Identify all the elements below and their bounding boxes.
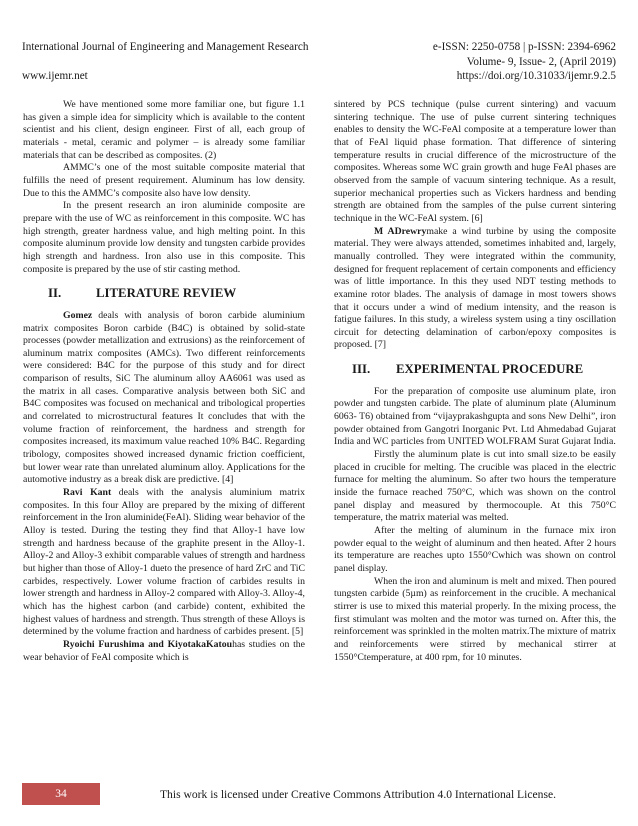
- section-title: LITERATURE REVIEW: [96, 286, 237, 301]
- author-name: M ADrewry: [374, 225, 427, 237]
- volume-issue: Volume- 9, Issue- 2, (April 2019): [466, 55, 616, 68]
- section-title: EXPERIMENTAL PROCEDURE: [396, 362, 584, 377]
- paragraph-text: has studies on the wear behavior of FeAl composite which is: [23, 638, 305, 663]
- paragraph: sintered by PCS technique (pulse current sintering) and vacuum sintering technique. The use of pulse current sintering techniques enables to density the WC-FeAl composite at a temperature lower than that of FeAl liquid phase formation. That difference of sintering temperature results in crucial difference of the microstructure of the composites. Whereas some WC grain growth and huge FeAl phases are observed from the sample of vacuum sintering technique. As a result, superior mechanical properties such as Vickers hardness and bending strength are obtained from the samples of the pulse current sintering technique in the WC-FeAl system. [6]: [334, 99, 616, 224]
- left-column: [23, 99, 305, 664]
- paragraph-text: make a wind turbine by using the composite material. They were always attended, sometimes inhabited and, largely, manually controlled. They were integrated within the community, designed for frequent replacement of certain components and efficiency was of little importance. In this they used NDT testing methods to examine rotor blades. The analysis of damage in most towers shows that it occurs under a wind of medium intensity, and the reason is fatigue failures. In this study, a wireless system using a tiny oscillation circuit for detecting delamination of carbon/epoxy composites is proposed. [7]: [334, 225, 616, 351]
- paragraph: For the preparation of composite use aluminum plate, iron powder and tungsten carbide. The plate of aluminum plate (Aluminum 6063- T6) obtained from “vijayprakashgupta and sons New Delhi”, iron powder obtained from Gangotri Inorganic Pvt. Ltd Ahmedabad Gujarat India and WC particles from UNITED WOLFRAM Surat Gujarat India.: [334, 385, 616, 448]
- page-number: 34: [22, 783, 100, 805]
- paragraph-text: deals with the analysis aluminium matrix composites. In this four Alloy are prepared by the mixing of different reinforcement in the Iron aluminide(FeAl). Sliding wear behavior of the Alloy is tested. During the testing they find that Alloy-1 have low strength and hardness because of the graphite present in the Alloy-1. Alloy-2 and Alloy-3 exhibit comparable values of strength and hardness but higher than those of Alloy-1 dueto the presence of hard ZrC and TiC carbides, respectively. Lower volume fraction of carbides results in lower strength and hardness in Alloy-2 compared with Alloy-3. Alloy-4, which has the highest carbon (and carbide) content, exhibited the highest values of hardness and strength. Thus strength of these Alloys is determined by the volume fraction and hardness of carbides present. [5]: [23, 487, 305, 638]
- paragraph: Firstly the aluminum plate is cut into small size.to be easily placed in crucible for melting. The crucible was placed in the electric furnace for melting the aluminum. So after two hours the temperature inside the furnace reached 750°C, which was shown on the control panel display and measured by thermocouple. At this 750°C temperature, the matrix material was melted.: [334, 449, 616, 524]
- paragraph-ravi-kant: [23, 487, 305, 639]
- license-text: This work is licensed under Creative Commons Attribution 4.0 International License.: [159, 787, 557, 801]
- paragraph: When the iron and aluminum is melt and mixed. Then poured tungsten carbide (5µm) as reinforcement in the crucible. A mechanical stirrer is use to mixed this material properly. In the mixing process, the first stimulant was molten and the motor was turned on. After this, the reinforcement was sprinkled in the molten matrix.The mixture of matrix and reinforcements were stirred by mechanical stirrer at 1550°Ctemperature, at 400 rpm, for 10 minutes.: [334, 575, 616, 663]
- section-heading-literature-review: [23, 287, 305, 300]
- website-link[interactable]: www.ijemr.net: [22, 70, 88, 82]
- paragraph: After the melting of aluminum in the furnace mix iron powder equal to the weight of aluminum and then heated. After 2 hours its temperature are reaches upto 1550°Cwhich was shown on control panel display.: [334, 525, 616, 574]
- author-name: Ravi Kant: [63, 487, 112, 499]
- header-row-2: [22, 55, 616, 70]
- section-number: III.: [352, 362, 371, 377]
- paragraph-gomez: [23, 310, 305, 487]
- author-name: Gomez: [63, 309, 93, 321]
- paragraph-text: deals with analysis of boron carbide aluminium matrix composites Boron carbide (B4C) is obtained by solid-state processes (powder metallization and extrusions) as the reinforcement of aluminum matrix composites (AMCs). Two different reinforcements were considered: B4C for the purpose of this study and for direct comparison of results, SiC The aluminum alloy AA6061 was used as the matrix in all cases. Comparative analysis between both SiC and B4C composites was focused on mechanical and tribological properties and correlated to microstructural features It concludes that with the volume fraction of reinforcement, the hardness and strength for composites increased, its maximum value reached 10% B4C. Regarding tribology, composites showed increased dynamic friction coefficient, but lower wear rate than unrelated aluminum alloy. Applications for the automotive industry as a break disk are predictive. [4]: [23, 309, 305, 486]
- header-row-3: [22, 69, 616, 84]
- doi-link[interactable]: https://doi.org/10.31033/ijemr.9.2.5: [456, 70, 616, 82]
- right-column: [334, 99, 616, 664]
- paragraph-furushima: [23, 639, 305, 664]
- paragraph: We have mentioned some more familiar one, but figure 1.1 has given a simple idea for simplicity which is available to the content scientist and his client, design engineer. First of all, each group of materials - metal, ceramic and polymer – is already some familiar materials that can be described as composites. (2): [23, 99, 305, 161]
- paragraph-drewry: [334, 226, 616, 353]
- page-footer: [22, 783, 616, 805]
- paragraph: In the present research an iron aluminide composite are prepare with the use of WC as reinforcement in this composite. WC has high strength, greater hardness value, and high melting point. In this composite aluminum provide low density and tungsten carbide provides high strength and hardness. Iron also use in this composite. This composite is prepared by the use of stir casting method.: [23, 200, 305, 275]
- issn: e-ISSN: 2250-0758 | p-ISSN: 2394-6962: [432, 41, 616, 53]
- journal-title: International Journal of Engineering and Management Research: [22, 41, 309, 53]
- paragraph: AMMC’s one of the most suitable composite material that fulfills the need of present requirement. Aluminum has low density. Due to this the AMMC’s composite also have low density.: [23, 162, 305, 199]
- header-row-1: [22, 40, 616, 55]
- section-number: II.: [48, 286, 62, 301]
- author-name: Ryoichi Furushima and KiyotakaKatou: [63, 638, 233, 650]
- page-header: [22, 40, 616, 84]
- section-heading-experimental-procedure: [334, 363, 616, 376]
